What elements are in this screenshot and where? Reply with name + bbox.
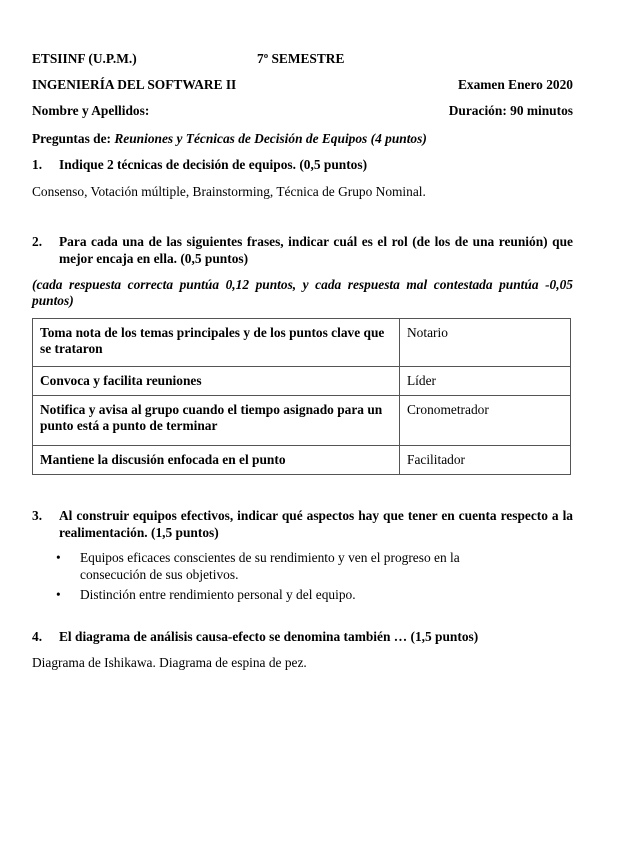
school-name: ETSIINF (U.P.M.) — [32, 51, 137, 66]
course-title: INGENIERÍA DEL SOFTWARE II — [32, 77, 237, 92]
role-description: Toma nota de los temas principales y de los puntos clave que se trataron — [33, 319, 400, 367]
list-item — [56, 586, 526, 603]
role-description: Convoca y facilita reuniones — [33, 367, 400, 396]
role-name: Cronometrador — [400, 396, 571, 446]
list-item — [56, 549, 526, 583]
topic-label: Preguntas de: — [32, 131, 111, 146]
role-name: Facilitador — [400, 446, 571, 475]
role-description: Notifica y avisa al grupo cuando el tiempo asignado para un punto está a punto de terminar — [33, 396, 400, 446]
question-3 — [32, 507, 573, 541]
question-text: Indique 2 técnicas de decisión de equipos. (0,5 puntos) — [59, 157, 368, 172]
question-2 — [32, 233, 573, 267]
question-4 — [32, 628, 573, 645]
answer-4: Diagrama de Ishikawa. Diagrama de espina de pez. — [32, 655, 307, 670]
roles-table — [32, 318, 571, 475]
exam-date: Examen Enero 2020 — [457, 77, 573, 92]
question-text: Al construir equipos efectivos, indicar qué aspectos hay que tener en cuenta respecto a la realimentación. (1,5 puntos) — [59, 508, 573, 540]
topic-line — [32, 130, 573, 147]
table-row — [33, 319, 571, 367]
bullet-text: Equipos eficaces conscientes de su rendimiento y ven el progreso en la consecución de sus objetivos. — [80, 550, 460, 582]
scoring-note: (cada respuesta correcta puntúa 0,12 puntos, y cada respuesta mal contestada puntúa -0,05 puntos) — [32, 277, 573, 308]
topic-title: Reuniones y Técnicas de Decisión de Equipos (4 puntos) — [114, 131, 427, 146]
question-number: 1. — [32, 157, 43, 172]
name-label: Nombre y Apellidos: — [32, 103, 150, 118]
header-line-1 — [32, 50, 573, 67]
header-line-3 — [32, 102, 573, 119]
question-number: 3. — [32, 508, 43, 523]
question-text: Para cada una de las siguientes frases, indicar cuál es el rol (de los de una reunión) que mejor encaja en ella. (0,5 puntos) — [59, 234, 573, 266]
question-number: 2. — [32, 234, 43, 249]
header-line-2 — [32, 76, 573, 93]
role-name: Líder — [400, 367, 571, 396]
question-number: 4. — [32, 629, 43, 644]
role-description: Mantiene la discusión enfocada en el punto — [33, 446, 400, 475]
bullet-icon: • — [56, 587, 61, 602]
bullet-text: Distinción entre rendimiento personal y del equipo. — [80, 587, 356, 602]
role-name: Notario — [400, 319, 571, 367]
table-row — [33, 396, 571, 446]
table-row — [33, 367, 571, 396]
bullet-icon: • — [56, 550, 61, 565]
answer-1: Consenso, Votación múltiple, Brainstorming, Técnica de Grupo Nominal. — [32, 184, 426, 199]
question-1 — [32, 156, 573, 173]
question-text: El diagrama de análisis causa-efecto se denomina también … (1,5 puntos) — [59, 629, 479, 644]
semester: 7º SEMESTRE — [257, 51, 345, 66]
table-row — [33, 446, 571, 475]
exam-duration: Duración: 90 minutos — [448, 103, 573, 118]
feedback-bullet-list — [56, 549, 526, 606]
